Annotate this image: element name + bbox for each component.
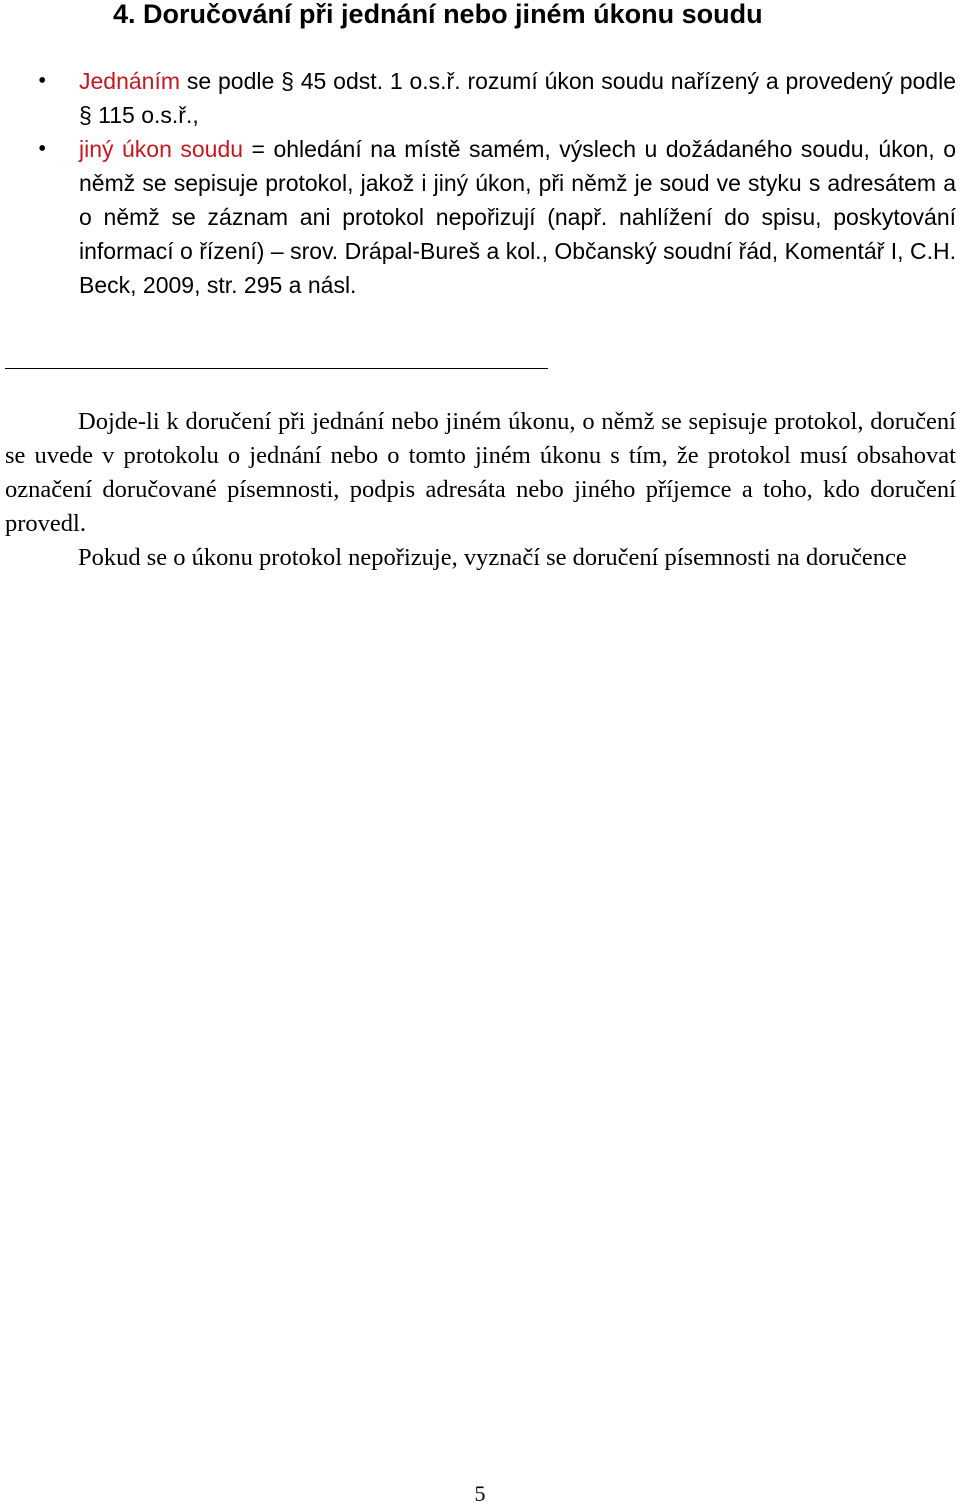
page-number: 5 (474, 1481, 486, 1506)
paragraph: Dojde-li k doručení při jednání nebo jiném úkonu, o němž se sepisuje protokol, doručení se uvede v protokolu o jednání nebo o tomto jiném úkonu s tím, že protokol musí obsahovat označení doručované písemnosti, podpis adresáta nebo jiného příjemce a toho, kdo doručení provedl. (5, 408, 956, 537)
section-heading: 4. Doručování při jednání nebo jiném úkonu soudu (113, 0, 763, 29)
section-divider (5, 368, 548, 369)
bullet-marker: • (38, 136, 47, 162)
bullet-definition: = ohledání na místě samém, výslech u dožádaného soudu, úkon, o němž se sepisuje protokol, jakož i jiný úkon, při němž je soud ve styku s adresátem a o němž se záznam ani protokol nepořizují (např. nahlížení do spisu, poskytování informací o řízení) – srov. Drápal-Bureš a kol., Občanský soudní řád, Komentář I, C.H. Beck, 2009, str. 295 a násl. (79, 136, 956, 298)
bullet-list (0, 64, 960, 302)
bullet-item-jiny-ukon (0, 132, 960, 302)
paragraph: Pokud se o úkonu protokol nepořizuje, vyznačí se doručení písemnosti na doručence (78, 544, 907, 571)
bullet-marker: • (38, 68, 47, 94)
bullet-text (79, 132, 956, 302)
bullet-term: Jednáním (79, 68, 181, 94)
body-text (5, 405, 956, 575)
bullet-definition: se podle § 45 odst. 1 o.s.ř. rozumí úkon soudu nařízený a provedený podle § 115 o.s.ř., (79, 68, 956, 128)
bullet-text (79, 64, 956, 132)
bullet-item-jednani (0, 64, 960, 132)
bullet-term: jiný úkon soudu (79, 136, 244, 162)
